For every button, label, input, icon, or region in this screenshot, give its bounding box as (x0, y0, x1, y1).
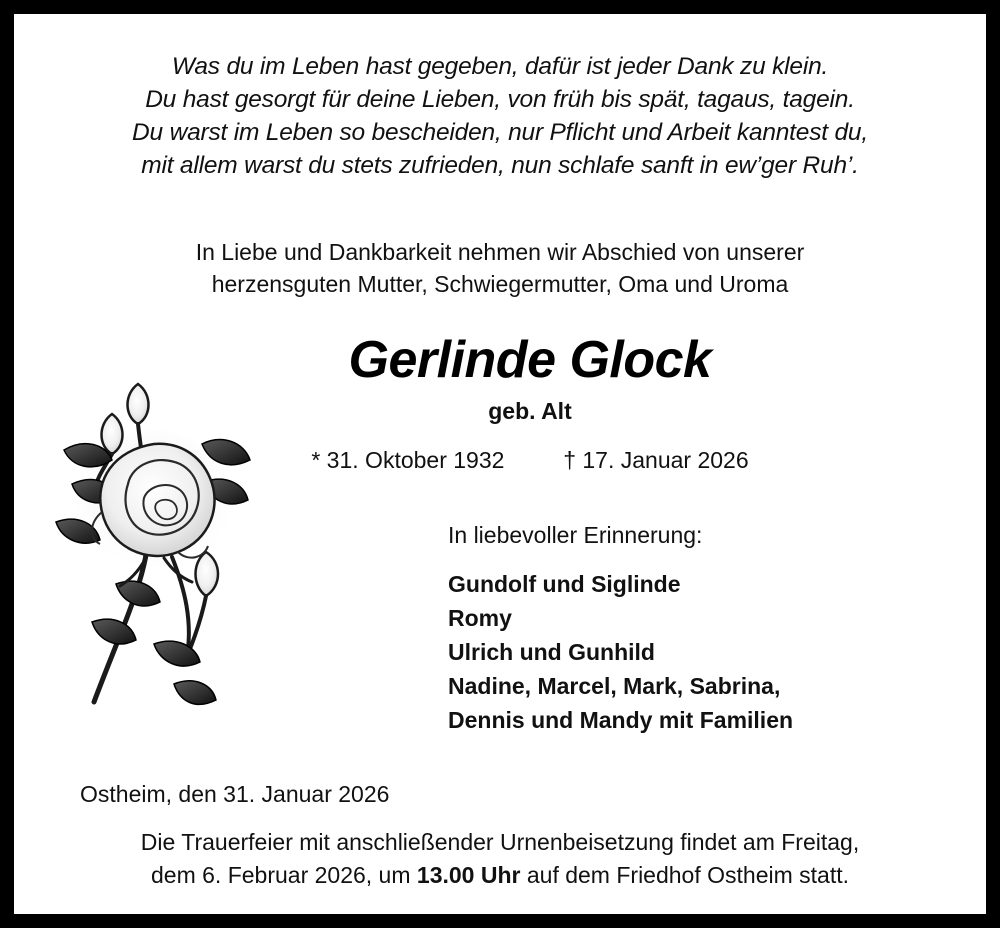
verse-line-2: Du hast gesorgt für deine Lieben, von früh bis spät, tagaus, tagein. (145, 86, 855, 113)
verse-line-3: Du warst im Leben so bescheiden, nur Pflicht und Arbeit kanntest du, (132, 119, 868, 146)
list-item: Nadine, Marcel, Mark, Sabrina, (448, 673, 781, 699)
intro-line-2: herzensguten Mutter, Schwiegermutter, Oma und Uroma (211, 271, 789, 297)
service-line-1: Die Trauerfeier mit anschließender Urnenbeisetzung findet am Freitag, (140, 829, 860, 855)
place-and-date: Ostheim, den 31. Januar 2026 (80, 781, 390, 807)
birth-date: * 31. Oktober 1932 (311, 447, 505, 473)
verse-line-4: mit allem warst du stets zufrieden, nun schlafe sanft in ew’ger Ruh’. (141, 152, 859, 179)
rose-illustration-icon (54, 372, 264, 742)
deceased-maiden-name: geb. Alt (488, 398, 572, 424)
obituary-card (14, 14, 986, 914)
list-item: Romy (448, 605, 512, 631)
mourners-list (448, 567, 942, 737)
verse-block (58, 50, 942, 182)
deceased-name: Gerlinde Glock (348, 331, 712, 389)
intro-line-1: In Liebe und Dankbarkeit nehmen wir Abschied von unserer (195, 239, 805, 265)
list-item: Gundolf und Siglinde (448, 571, 681, 597)
list-item: Ulrich und Gunhild (448, 639, 655, 665)
service-time: 13.00 Uhr (416, 862, 521, 888)
memory-title: In liebevoller Erinnerung: (448, 522, 703, 548)
list-item: Dennis und Mandy mit Familien (448, 707, 794, 733)
service-date-prefix: dem 6. Februar 2026, um (150, 862, 417, 888)
service-line-2 (58, 859, 942, 892)
service-info (58, 826, 942, 892)
service-location-suffix: auf dem Friedhof Ostheim statt. (520, 862, 849, 888)
intro-block (58, 236, 942, 300)
verse-line-1: Was du im Leben hast gegeben, dafür ist jeder Dank zu klein. (171, 53, 829, 80)
death-date: † 17. Januar 2026 (563, 447, 749, 473)
